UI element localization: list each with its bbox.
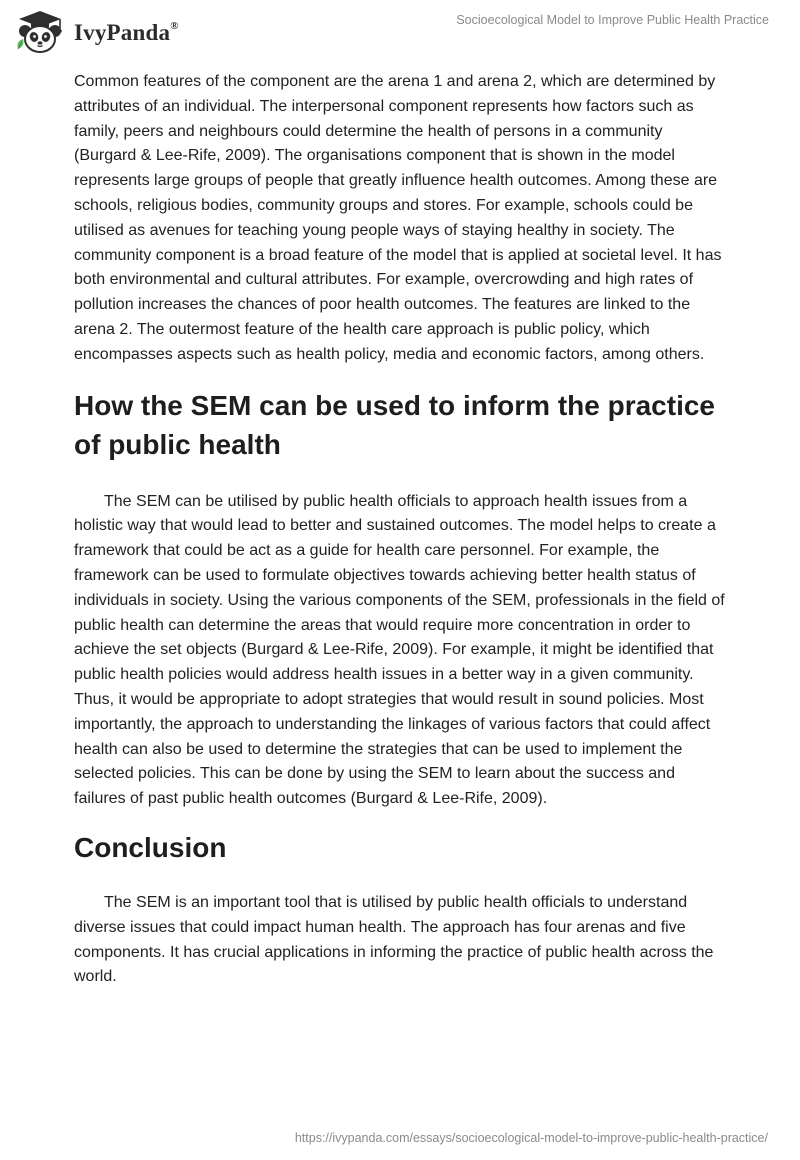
conclusion-paragraph: The SEM is an important tool that is utilised by public health officials to understand diverse issues that could impact human health. The approach has four arenas and five components. It has crucial applications in informing the practice of public health across the world.: [74, 893, 714, 986]
brand-text: IvyPanda: [74, 20, 171, 45]
page-header: [0, 0, 800, 62]
source-url[interactable]: https://ivypanda.com/essays/socioecological-model-to-improve-public-health-practice/: [294, 1131, 768, 1145]
sem-paragraph: The SEM can be utilised by public health officials to approach health issues from a holistic way that would lead to better and sustained outcomes. The model helps to create a framework that could be act as a guide for health care personnel. For example, the framework can be used to formulate objectives towards achieving better health status of individuals in society. Using the various components of the SEM, professionals in the field of public health can determine the areas that would require more concentration in order to achieve the set objects (Burgard & Lee-Rife, 2009). For example, it might be identified that public health policies would address health issues in a better way in a given community. Thus, it would be appropriate to adopt strategies that would result in sound policies. Most importantly, the approach to understanding the linkages of various factors that could affect health can also be used to determine the strategies that can be used to implement the selected policies. This can be done by using the SEM to learn about the success and failures of past public health outcomes (Burgard & Lee-Rife, 2009).: [74, 492, 725, 808]
registered-mark: ®: [170, 20, 179, 33]
panda-graduate-icon: [14, 9, 66, 55]
section-heading-conclusion: Conclusion: [74, 831, 227, 863]
ivypanda-logo[interactable]: [14, 9, 179, 55]
document-title: Socioecological Model to Improve Public Health Practice: [456, 13, 769, 27]
intro-paragraph: Common features of the component are the arena 1 and arena 2, which are determined by attributes of an individual. The interpersonal component represents how factors such as family, peers and neighbours could determine the health of persons in a community (Burgard & Lee-Rife, 2009). The organisations component that is shown in the model represents large groups of people that greatly influence health outcomes. Among these are schools, religious bodies, community groups and stores. For example, schools could be utilised as avenues for teaching young people ways of staying healthy in society. The community component is a broad feature of the model that is applied at societal level. It has both environmental and cultural attributes. For example, overcrowding and high rates of pollution increases the chances of poor health outcomes. The features are linked to the arena 2. The outermost feature of the health care approach is public policy, which encompasses aspects such as health policy, media and economic factors, among others.: [74, 73, 722, 363]
essay-content: [74, 70, 726, 990]
section-heading-sem: How the SEM can be used to inform the practice of public health: [74, 389, 715, 460]
brand-name: [74, 20, 179, 46]
